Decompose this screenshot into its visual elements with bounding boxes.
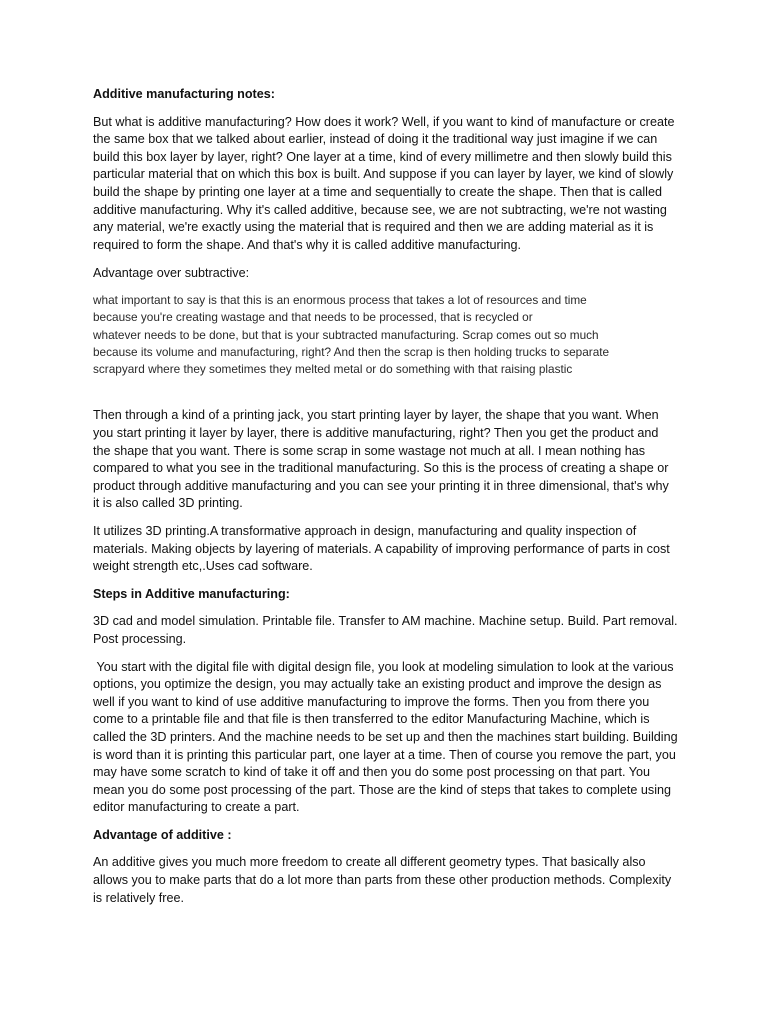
quote-line: because its volume and manufacturing, right? And then the scrap is then holding trucks to separate [93, 344, 610, 359]
printing-paragraph: Then through a kind of a printing jack, you start printing layer by layer, the shape that you want. When you start printing it layer by layer, there is additive manufacturing, right? Then you get the product and the shape that you want. There is some scrap in some wastage not much at all. I mean nothing has compared to what you see in the traditional manufacturing. So this is the process of creating a shape or product through additive manufacturing and you can see your printing it in three dimensional, that's why it is also called 3D printing. [93, 408, 669, 511]
quote-line: whatever needs to be done, but that is your subtracted manufacturing. Scrap comes out so much [93, 327, 599, 342]
advantage-additive-heading: Advantage of additive : [93, 827, 232, 842]
steps-paragraph: You start with the digital file with digital design file, you look at modeling simulation to look at the various options, you optimize the design, you may actually take an existing product and improve the design as well if you want to kind of use additive manufacturing to improve the forms. Then you from there you come to a printable file and that file is then transferred to the editor Manufacturing Machine, which is called the 3D printers. And the machine needs to be set up and then the machines start building. Building is word than it is printing this particular part, one layer at a time. Then of course you remove the part, you may have some scratch to kind of take it off and then you do some post processing on that part. You mean you do some post processing of the part. Those are the kind of steps that takes to complete using editor manufacturing to create a part. [93, 659, 682, 815]
subtractive-quote [93, 292, 678, 378]
document-page [93, 86, 682, 907]
quote-line: scrapyard where they sometimes they melted metal or do something with that raising plastic [93, 362, 573, 377]
steps-heading: Steps in Additive manufacturing: [93, 586, 290, 601]
quote-line: what important to say is that this is an enormous process that takes a lot of resources and time [93, 292, 587, 307]
steps-list: 3D cad and model simulation. Printable file. Transfer to AM machine. Machine setup. Build. Part removal. Post processing. [93, 614, 678, 646]
intro-paragraph: But what is additive manufacturing? How does it work? Well, if you want to kind of manufacture or create the same box that we talked about earlier, instead of doing it the traditional way just imagine if we can build this box layer by layer, right? One layer at a time, kind of every millimetre and then slowly build this particular material that on which this box is built. And suppose if you can layer by layer, we kind of slowly build the shape by printing one layer at a time and sequentially to create the shape. Then that is called additive manufacturing. Why it's called additive, because see, we are not subtracting, we're not wasting any material, we're exactly using the material that is required and then we are adding material as it is required to form the shape. And that's why it is called additive manufacturing. [93, 114, 675, 252]
additive-paragraph: An additive gives you much more freedom to create all different geometry types. That basically also allows you to make parts that do a lot more than parts from these other production methods. Complexity is relatively free. [93, 855, 672, 905]
utilizes-paragraph: It utilizes 3D printing.A transformative approach in design, manufacturing and quality inspection of materials. Making objects by layering of materials. A capability of improving performance of parts in cost weight strength etc,.Uses cad software. [93, 523, 670, 574]
advantage-subtractive-heading: Advantage over subtractive: [93, 266, 250, 281]
document-title: Additive manufacturing notes: [93, 87, 275, 101]
quote-line: because you're creating wastage and that needs to be processed, that is recycled or [93, 310, 533, 325]
